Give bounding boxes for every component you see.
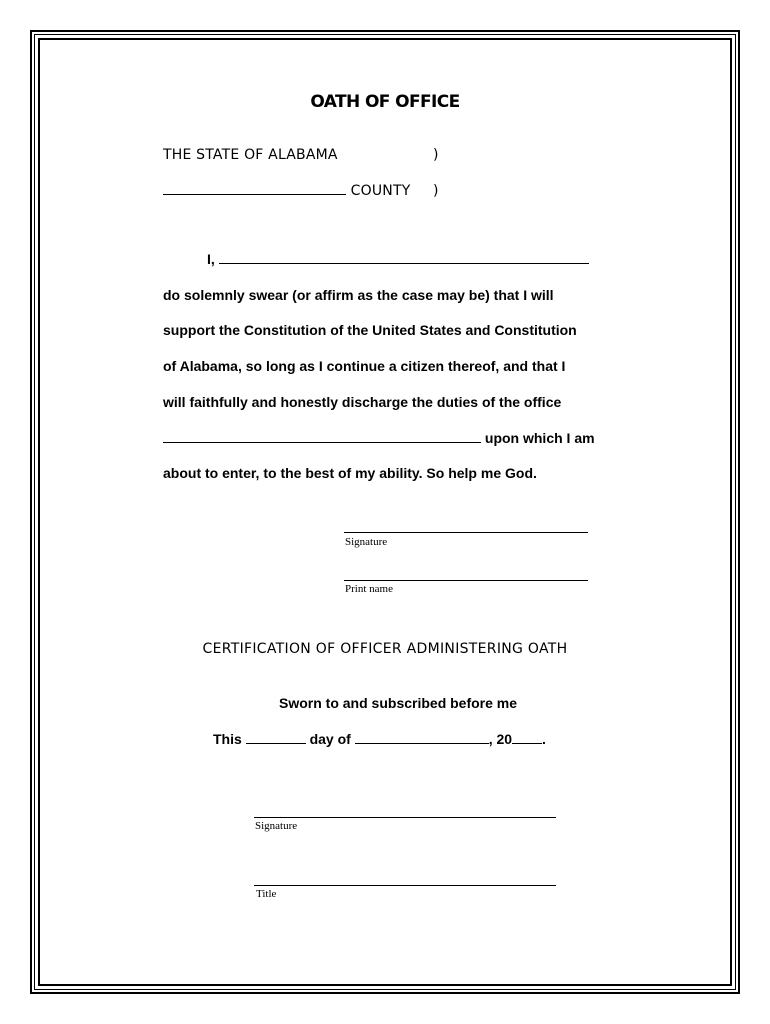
officer-signature-field[interactable]	[254, 817, 556, 818]
county-label: COUNTY	[350, 183, 411, 199]
office-name-field[interactable]	[163, 431, 481, 443]
day-of-label: day of	[309, 731, 351, 747]
oath-name-field[interactable]	[219, 252, 589, 264]
print-name-label: Print name	[345, 583, 393, 595]
document-title: OATH OF OFFICE	[310, 92, 460, 112]
oath-signature-field[interactable]	[344, 532, 588, 533]
officer-signature-label: Signature	[255, 820, 298, 832]
oath-name-row	[207, 251, 589, 267]
year-prefix: , 20	[488, 731, 513, 747]
oath-text-line-6: about to enter, to the best of my ability. So help me God.	[163, 465, 537, 481]
officer-title-field[interactable]	[254, 885, 556, 886]
state-paren: )	[433, 147, 439, 163]
state-label: THE STATE OF ALABAMA	[163, 147, 338, 163]
officer-title-label: Title	[256, 888, 277, 900]
office-row	[163, 430, 595, 446]
date-period: .	[542, 731, 546, 747]
county-name-field[interactable]	[163, 183, 346, 195]
oath-text-line-1: do solemnly swear (or affirm as the case may be) that I will	[163, 287, 554, 303]
oath-i-label: I,	[207, 251, 215, 267]
day-field[interactable]	[246, 732, 306, 744]
county-paren: )	[433, 183, 439, 199]
oath-text-line-5: upon which I am	[484, 430, 595, 446]
this-label: This	[213, 731, 242, 747]
date-row	[213, 731, 546, 747]
page-border-inner	[38, 38, 732, 986]
county-row	[163, 183, 410, 199]
oath-signature-label: Signature	[345, 536, 388, 548]
oath-text-line-3: of Alabama, so long as I continue a citizen thereof, and that I	[163, 358, 566, 374]
oath-text-line-4: will faithfully and honestly discharge the duties of the office	[163, 394, 562, 410]
year-field[interactable]	[512, 732, 542, 744]
oath-text-line-2: support the Constitution of the United States and Constitution	[163, 322, 577, 338]
certification-heading: CERTIFICATION OF OFFICER ADMINISTERING OATH	[202, 641, 568, 657]
print-name-field[interactable]	[344, 580, 588, 581]
sworn-text: Sworn to and subscribed before me	[279, 695, 518, 711]
month-field[interactable]	[355, 732, 489, 744]
